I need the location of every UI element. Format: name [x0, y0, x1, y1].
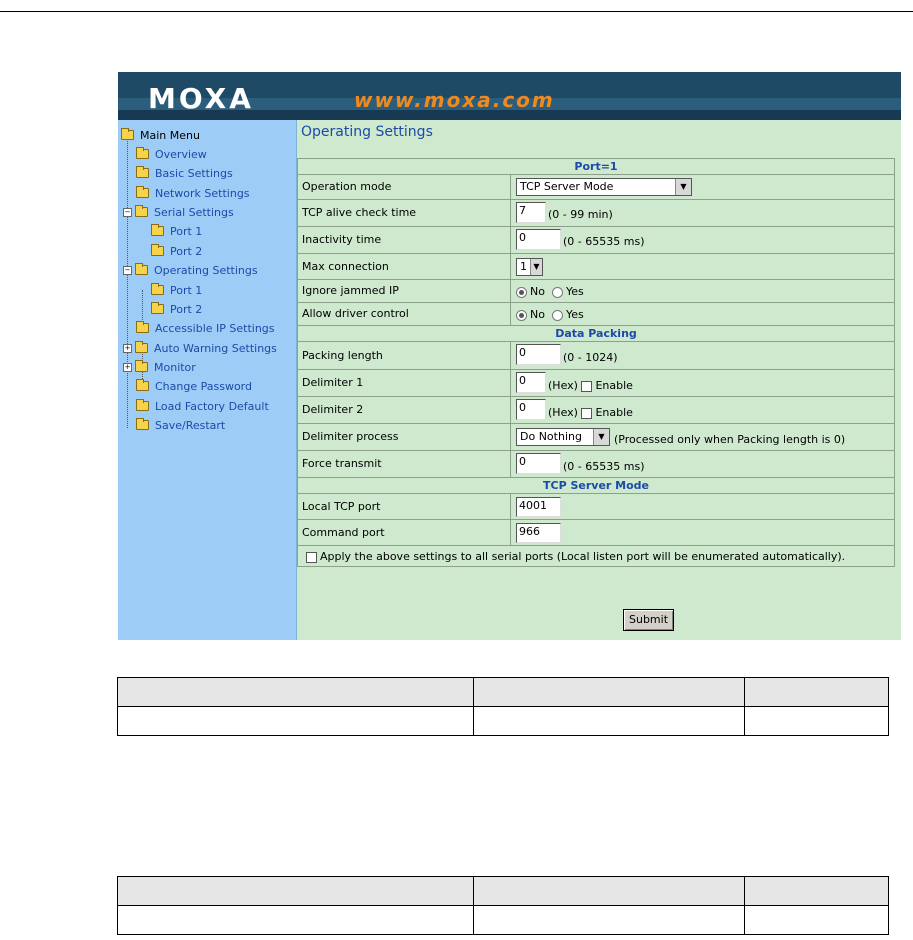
allow-driver-options: [516, 308, 584, 321]
folder-icon: [136, 401, 149, 411]
force-transmit-row: [297, 450, 895, 478]
operation-mode-row: [297, 174, 895, 200]
sidebar-item-monitor[interactable]: [123, 358, 196, 376]
value-cell: [510, 280, 511, 302]
data-packing-header: Data Packing: [555, 327, 637, 340]
delimiter2-label: Delimiter 2: [302, 403, 364, 416]
sidebar-item-label: Main Menu: [140, 128, 200, 142]
command-port-input[interactable]: 966: [516, 523, 561, 543]
sidebar-item-label: Serial Settings: [154, 205, 234, 219]
folder-icon: [151, 285, 164, 295]
sidebar-item-label: Save/Restart: [155, 418, 226, 432]
submit-button[interactable]: Submit: [623, 609, 674, 631]
operation-mode-value: TCP Server Mode: [520, 180, 614, 193]
folder-icon: [151, 226, 164, 236]
table-header-cell: [118, 877, 474, 906]
sidebar-item-label: Load Factory Default: [155, 399, 269, 413]
folder-icon: [151, 246, 164, 256]
delimiter2-hex: (Hex): [548, 406, 578, 419]
max-connection-row: [297, 253, 895, 280]
sidebar-item-label: Operating Settings: [154, 263, 258, 277]
table-cell: [474, 906, 745, 935]
moxa-site-url: www.moxa.com: [354, 88, 555, 112]
folder-icon: [136, 188, 149, 198]
sidebar-item-auto-warning[interactable]: [123, 339, 277, 357]
allow-driver-yes-radio[interactable]: [552, 310, 563, 321]
expand-icon[interactable]: +: [124, 343, 131, 352]
chevron-down-icon: ▼: [530, 259, 542, 275]
local-tcp-port-label: Local TCP port: [302, 500, 381, 513]
allow-driver-no-label: No: [530, 308, 545, 321]
value-cell: [510, 451, 511, 477]
sidebar-item-serial-port-2[interactable]: [151, 242, 202, 260]
sidebar-item-label: Port 1: [170, 224, 203, 238]
sidebar-item-accessible-ip[interactable]: [136, 319, 275, 337]
folder-icon: [136, 420, 149, 430]
operation-mode-select[interactable]: [516, 178, 692, 196]
tree-line: [127, 138, 128, 428]
port-header: Port=1: [574, 160, 618, 173]
packing-length-hint: (0 - 1024): [563, 351, 618, 364]
value-cell: [510, 200, 511, 226]
chevron-down-icon: ▼: [675, 179, 691, 195]
chevron-down-icon: ▼: [593, 429, 609, 445]
delimiter1-enable-label: Enable: [595, 379, 633, 392]
expand-icon[interactable]: +: [124, 362, 131, 371]
parameter-table-1: [117, 677, 889, 736]
folder-icon: [135, 343, 148, 353]
delimiter2-input[interactable]: 0: [516, 399, 546, 420]
sidebar-item-operating-port-1[interactable]: [151, 281, 202, 299]
folder-icon: [136, 168, 149, 178]
sidebar-item-label: Auto Warning Settings: [154, 341, 277, 355]
collapse-icon[interactable]: −: [124, 207, 131, 216]
delimiter1-hint: [548, 379, 633, 392]
value-cell: [510, 424, 511, 450]
open-folder-icon: [121, 130, 134, 140]
value-cell: [510, 397, 511, 423]
sidebar-item-label: Port 2: [170, 302, 203, 316]
local-tcp-port-input[interactable]: 4001: [516, 497, 561, 517]
operation-mode-label: Operation mode: [302, 180, 392, 193]
tcp-alive-input[interactable]: 7: [516, 202, 546, 223]
max-connection-label: Max connection: [302, 260, 389, 273]
sidebar-item-network-settings[interactable]: [136, 184, 250, 202]
collapse-icon[interactable]: −: [124, 265, 131, 274]
sidebar-item-basic-settings[interactable]: [136, 164, 233, 182]
sidebar-item-label: Accessible IP Settings: [155, 321, 275, 335]
tree-line: [142, 290, 143, 322]
sidebar-item-operating-settings[interactable]: [123, 261, 258, 279]
tcp-alive-row: [297, 199, 895, 227]
folder-icon: [136, 381, 149, 391]
table-header-cell: [745, 877, 889, 906]
ignore-jammed-no-label: No: [530, 285, 545, 298]
allow-driver-yes-label: Yes: [565, 308, 584, 321]
command-port-row: [297, 519, 895, 546]
delimiter1-label: Delimiter 1: [302, 376, 364, 389]
delimiter2-hint: [548, 406, 633, 419]
max-connection-value: 1: [520, 260, 527, 273]
table-cell: [118, 906, 474, 935]
delimiter-process-label: Delimiter process: [302, 430, 399, 443]
apply-all-row: [297, 545, 895, 567]
folder-icon: [136, 323, 149, 333]
sidebar-item-label: Monitor: [154, 360, 196, 374]
force-transmit-hint: (0 - 65535 ms): [563, 460, 645, 473]
delimiter1-row: [297, 369, 895, 397]
page-top-rule: [0, 11, 913, 12]
delimiter2-row: [297, 396, 895, 424]
value-cell: [510, 303, 511, 325]
delimiter-process-value: Do Nothing: [520, 430, 582, 443]
sidebar-item-label: Basic Settings: [155, 166, 233, 180]
folder-icon: [151, 304, 164, 314]
sidebar-item-serial-port-1[interactable]: [151, 222, 202, 240]
delimiter2-enable-label: Enable: [595, 406, 633, 419]
sidebar-item-serial-settings[interactable]: [123, 203, 234, 221]
tcp-alive-hint: (0 - 99 min): [548, 208, 613, 221]
delimiter-process-select[interactable]: [516, 428, 610, 446]
parameter-table-2: [117, 876, 889, 935]
command-port-label: Command port: [302, 526, 385, 539]
value-cell: [510, 520, 511, 545]
table-header-row: [118, 678, 889, 707]
table-row: [118, 906, 889, 935]
apply-all-label: Apply the above settings to all serial ports (Local listen port will be enumerated automatically).: [320, 550, 846, 563]
folder-icon: [136, 149, 149, 159]
local-tcp-port-row: [297, 493, 895, 520]
sidebar-item-label: Port 1: [170, 283, 203, 297]
sidebar-item-label: Overview: [155, 147, 207, 161]
packing-length-row: [297, 341, 895, 370]
value-cell: [510, 175, 511, 199]
ignore-jammed-options: [516, 285, 584, 298]
apply-all-checkbox[interactable]: [306, 552, 317, 563]
open-folder-icon: [135, 207, 148, 217]
page-title: Operating Settings: [301, 124, 433, 140]
force-transmit-input[interactable]: 0: [516, 453, 561, 474]
delimiter2-enable-checkbox[interactable]: [581, 408, 592, 419]
sidebar-item-label: Change Password: [155, 379, 252, 393]
delimiter-process-row: [297, 423, 895, 451]
ignore-jammed-yes-label: Yes: [565, 285, 584, 298]
sidebar-item-operating-port-2[interactable]: [151, 300, 202, 318]
table-cell: [745, 707, 889, 736]
sidebar-item-change-password[interactable]: [136, 377, 252, 395]
force-transmit-label: Force transmit: [302, 457, 382, 470]
operating-settings-panel: [297, 120, 901, 640]
delimiter1-hex: (Hex): [548, 379, 578, 392]
inactivity-row: [297, 226, 895, 254]
inactivity-label: Inactivity time: [302, 233, 382, 246]
packing-length-input[interactable]: 0: [516, 344, 561, 365]
inactivity-hint: (0 - 65535 ms): [563, 235, 645, 248]
delimiter1-enable-checkbox[interactable]: [581, 381, 592, 392]
port-header-row: [297, 158, 895, 175]
max-connection-select[interactable]: [516, 258, 543, 276]
table-header-cell: [745, 678, 889, 707]
table-cell: [118, 707, 474, 736]
ignore-jammed-label: Ignore jammed IP: [302, 284, 399, 297]
allow-driver-row: [297, 302, 895, 326]
table-row: [118, 707, 889, 736]
tcp-server-header: TCP Server Mode: [543, 479, 649, 492]
inactivity-input[interactable]: 0: [516, 229, 561, 250]
table-header-cell: [118, 678, 474, 707]
sidebar-menu: [118, 120, 297, 640]
sidebar-item-load-factory-default[interactable]: [136, 397, 269, 415]
sidebar-item-label: Network Settings: [155, 186, 250, 200]
sidebar-item-main-menu[interactable]: [121, 126, 200, 144]
sidebar-item-save-restart[interactable]: [136, 416, 225, 434]
delimiter-process-hint: (Processed only when Packing length is 0): [614, 433, 846, 446]
value-cell: [510, 227, 511, 253]
data-packing-header-row: [297, 325, 895, 342]
table-header-cell: [474, 877, 745, 906]
moxa-web-console-screenshot: [118, 72, 901, 640]
sidebar-item-overview[interactable]: [136, 145, 207, 163]
value-cell: [510, 342, 511, 369]
value-cell: [510, 370, 511, 396]
ignore-jammed-yes-radio[interactable]: [552, 287, 563, 298]
table-cell: [474, 707, 745, 736]
tcp-alive-label: TCP alive check time: [302, 206, 417, 219]
open-folder-icon: [135, 265, 148, 275]
value-cell: [510, 494, 511, 519]
tcp-server-header-row: [297, 477, 895, 494]
delimiter1-input[interactable]: 0: [516, 372, 546, 393]
ignore-jammed-row: [297, 279, 895, 303]
allow-driver-label: Allow driver control: [302, 307, 409, 320]
allow-driver-no-radio[interactable]: [516, 310, 527, 321]
moxa-banner: [118, 72, 901, 120]
table-header-row: [118, 877, 889, 906]
table-header-cell: [474, 678, 745, 707]
packing-length-label: Packing length: [302, 349, 383, 362]
moxa-logo: MOXA: [148, 82, 254, 115]
sidebar-item-label: Port 2: [170, 244, 203, 258]
value-cell: [510, 254, 511, 279]
folder-icon: [135, 362, 148, 372]
table-cell: [745, 906, 889, 935]
ignore-jammed-no-radio[interactable]: [516, 287, 527, 298]
apply-all-option: [306, 550, 845, 563]
